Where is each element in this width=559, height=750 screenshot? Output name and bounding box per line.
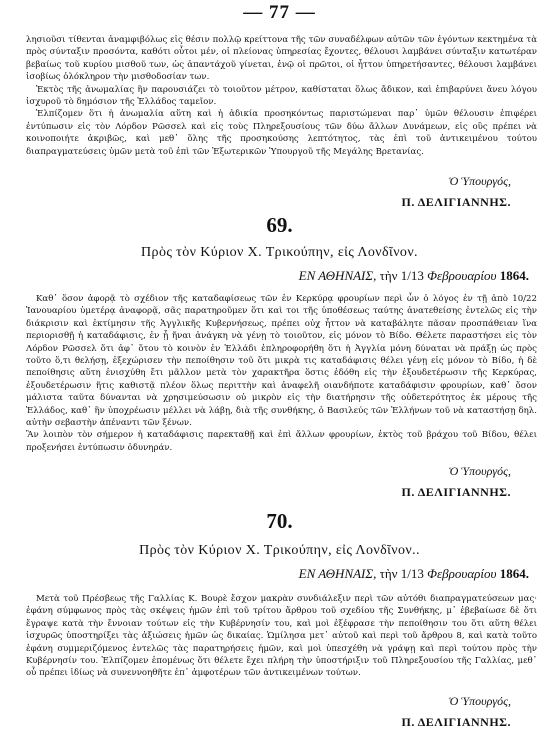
date-month: Φεβρουαρίου bbox=[427, 268, 497, 283]
date-place: ΕΝ ΑΘΗΝΑΙΣ, bbox=[298, 268, 377, 283]
dateline bbox=[299, 566, 529, 582]
date-day: 1/13 bbox=[400, 268, 424, 283]
signature-block bbox=[402, 694, 511, 730]
signature-role: Ὁ Ὑπουργός, bbox=[448, 464, 511, 478]
signature-name: Π. ΔΕΛΙΓΙΑΝΝΗΣ. bbox=[401, 715, 511, 729]
date-prefix: τὴν bbox=[379, 268, 398, 283]
signature-role: Ὁ Ὑπουργός, bbox=[448, 174, 511, 188]
dateline bbox=[299, 268, 529, 284]
document-number: 69. bbox=[266, 213, 293, 237]
paragraph: Καθ᾽ ὅσον ἀφορᾷ τὸ σχέδιον τῆς καταδαφίσεως τῶν ἐν Κερκύρᾳ φρουρίων περὶ ὧν ὁ λόγος ἐν τῇ ἀπὸ 10/22 Ἰανουαρίου ὑμετέρᾳ ἀναφορᾷ, σᾶς παρατηροῦμεν ὅτι καὶ τοι τῆς ὑποθέσεως ταύτης ἀνατεθείσης ἐντελῶς εἰς τὴν διάκρισιν καὶ ἐκτίμησιν τῆς Ἀγγλικῆς Κυβερνήσεως, πρέπει οὐχ ἧττον νὰ καταβάλητε πᾶσαν προσπάθειαν ἵνα περιορισθῇ ἡ καταδάφισις, ἐν ᾗ ἤναι ἀνάγκη νὰ γένῃ τὸ τοιοῦτον, εἰς μόνον τὸ Βίδο. Θέλετε παραστήσει εἰς τὸν Λόρδον Ρῶσσελ ὅτι ἀφ᾽ ὅτου τὸ κοινὸν ἐν Ἑλλάδι ἐπληροφορήθη ὅτι ἡ Ἀγγλία μόνη δύναται νὰ πράξῃ ὡς πρὸς τοῦτο ὅ,τι θελήσῃ, ἐξεχώρισεν τὴν πεποίθησιν τοῦ ὅτι μικρὰ τις καταδάφισις θέλει γένῃ εἰς μόνον τὸ Βίδο, ἡ δὲ πεποίθησις αὕτη ἐνισχύθη ἔτι μᾶλλον μετὰ τὸν χαρακτῆρα ὅστις ἐδόθη εἰς τὴν ἐξουδετέρωσιν τῆς Κερκύρας, ἐξουδετέρωσιν ἥτις καθιστᾷ πλέον ὅλως περιττὴν καὶ ἀναφελῆ οιανδήποτε καταδάφισιν φρουρίων, καθ᾽ ὅσον μάλιστα ταῦτα δύνανται νὰ χρησιμεύσωσιν οὐ μικρὸν εἰς τὴν διατήρησιν τῆς οὐδετερότητος ἐκ μέρους τῆς Ἑλλάδος, καθ᾽ ἣν ὑποχρέωσιν μέλλει νὰ λάβῃ, διὰ τῆς συνθήκης, ὁ Βασιλεύς τῶν Ἑλλήνων τοῦ νὰ καταστήσῃ δηλ. αὐτὴν σεβαστὴν ἀπέναντι τῶν ξένων. bbox=[26, 294, 537, 429]
paragraph: λησιοῦσι τίθενται ἀναμφιβόλως εἰς θέσιν πολλῷ κρείττονα τῆς τῶν συναδέλφων αὐτῶν τῶν ἐγόντων κεκτημένα τὰ πρὸς σύνταξιν προσόντα, καθότι οὗτοι μέν, οἱ πλείονας ὑπηρεσίας ἔχοντες, θέλουσι λαμβάνει σύνταξιν κατωτέραν βεβαίως τοῦ κυρίου μισθοῦ των, ὡς ἀπαντάχοῦ γίνεται, ἐνῷ οἱ πρῶτοι, οἱ ἧττον ὑπηρετήσαντες, θέλουσι λαμβάνει ἰσοβίως ὁλόκληρον τὴν μισθοδοσίαν των. bbox=[26, 35, 537, 83]
signature-block bbox=[402, 464, 511, 500]
date-place: ΕΝ ΑΘΗΝΑΙΣ, bbox=[298, 566, 377, 581]
doc-69-body bbox=[26, 293, 537, 454]
signature-name: Π. ΔΕΛΙΓΙΑΝΝΗΣ. bbox=[401, 195, 511, 209]
paragraph: Ἂν λοιπὸν τὸν σήμερον ἡ καταδάφισις παρεκταθῇ καὶ ἐπὶ ἄλλων φρουρίων, ἐκτὸς τοῦ βράχου τοῦ Βίδου, θέλει προξενήσει ἐντύπωσιν ὀδυνηράν. bbox=[26, 430, 537, 453]
paragraph: Μετὰ τοῦ Πρέσβεως τῆς Γαλλίας Κ. Βουρὲ ἔσχον μακρὰν συνδιάλεξιν περὶ τῶν αὐτόθι διαπραγματεύσεων μας· ἐφάνη σύμφωνος πρὸς τὰς σκέψεις ἡμῶν ἐπὶ τοῦ τρίτου ἄρθρου τοῦ σχεδίου τῆς Συνθήκης, μ᾽ ἐβεβαίωσε δὲ ὅτι ἔγραψε κατὰ τὴν ἔννοιαν τούτων εἰς τὴν Κυβέρνησίν του, καὶ μοὶ ἐξέφρασε τὴν πεποίθησιν του ὅτι αὕτη θέλει ἰσχυρῶς ὑποστηρίξει τὰς ἀξιώσεις ἡμῶν ὡς δικαίας. Ὡμίλησα μετ᾽ αὐτοῦ καὶ περὶ τοῦ ἄρθρου 8, καὶ κατὰ τοῦτο ἐφάνη συμμεριζόμενος ἐντελῶς τὰς παρατηρήσεις ἡμῶν, καὶ μοὶ ὑπεσχέθη νὰ γράψῃ καὶ περὶ τούτου πρὸς τὴν Κυβέρνησίν του. Ἐλπίζομεν ἑπομένως ὅτι θέλετε ἔχει πλήρη τὴν ὑποστήριξιν τοῦ Πληρεξουσίου τῆς Γαλλίας, μεθ᾽ οὗ πρέπει ἰδίως νὰ συνεννοηθῆτε ἐπ᾽ ἀμφοτέρων τῶν ἀντικειμένων τούτων. bbox=[26, 594, 537, 679]
date-month: Φεβρουαρίου bbox=[427, 566, 497, 581]
date-day: 1/13 bbox=[400, 566, 424, 581]
addressee: Πρὸς τὸν Κύριον Χ. Τρικούπην, εἰς Λονδῖνον.. bbox=[139, 543, 420, 558]
date-year: 1864. bbox=[499, 566, 529, 581]
signature-block bbox=[402, 174, 511, 210]
date-prefix: τὴν bbox=[379, 566, 398, 581]
paragraph: Ἐκτὸς τῆς ἀνωμαλίας ἣν παρουσιάζει τὸ τοιοῦτον μέτρον, καθίσταται ὅλως ἄδικον, καὶ ἐπιβαρύνει ἄνευ λόγου ἰσχυροῦ τὸ δημόσιον τῆς Ἑλλάδος ταμεῖον. bbox=[26, 84, 537, 108]
page-number: — 77 — bbox=[243, 2, 316, 23]
signature-name: Π. ΔΕΛΙΓΙΑΝΝΗΣ. bbox=[401, 485, 511, 499]
signature-role: Ὁ Ὑπουργός, bbox=[448, 694, 511, 708]
top-text-block bbox=[26, 34, 537, 158]
doc-70-body bbox=[26, 593, 537, 680]
document-number: 70. bbox=[266, 509, 293, 533]
paragraph: Ἐλπίζομεν ὅτι ἡ ἀνωμαλία αὕτη καὶ ἡ ἀδικία προσηκόντως παριστώμεναι παρ᾽ ὑμῶν θέλουσιν ἐπιφέρει ἐντύπωσιν εἰς τὸν Λόρδον Ρῶσσελ καὶ εἰς τοὺς Πληρεξουσίους τῶν δύω ἄλλων Δυνάμεων, εἰς οὓς πρέπει νὰ κοινοποιήτε ἀκριβῶς, καὶ μεθ᾽ ὅλης τῆς προσηκούσης λεπτότητος, τὰς ἐπὶ τοῦ ἀντικειμένου τούτου διαπραγματεύσεις ὑμῶν μετὰ τοῦ ἐπὶ τῶν Ἐξωτερικῶν Ὑπουργοῦ τῆς Μεγάλης Βρετανίας. bbox=[26, 109, 537, 157]
date-year: 1864. bbox=[499, 268, 529, 283]
addressee: Πρὸς τὸν Κύριον Χ. Τρικούπην, εἰς Λονδῖνον. bbox=[141, 245, 418, 260]
